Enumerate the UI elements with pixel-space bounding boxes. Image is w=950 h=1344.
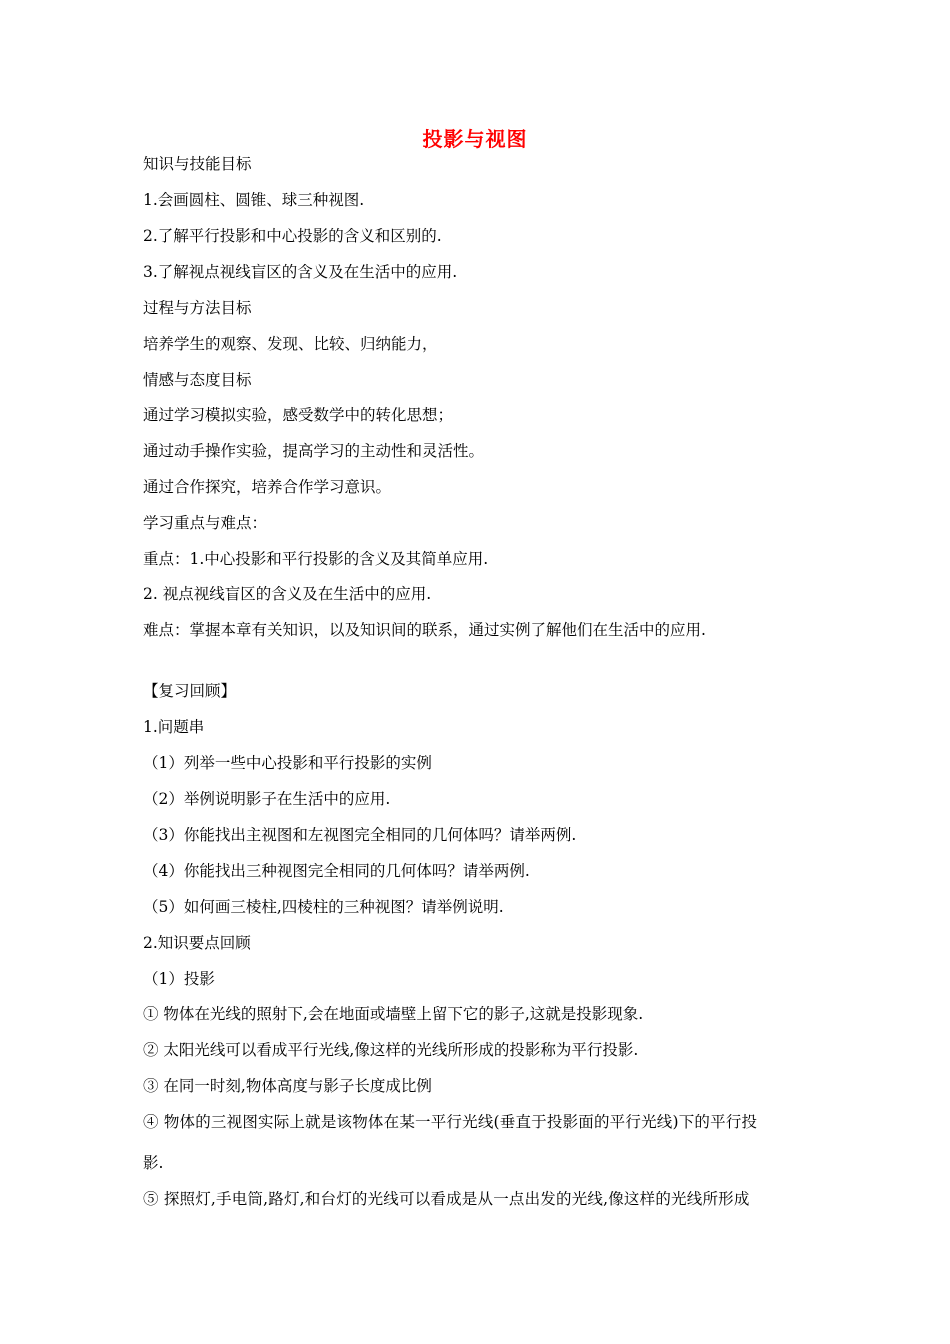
document-title: 投影与视图	[422, 127, 528, 151]
knowledge-point: ③ 在同一时刻,物体高度与影子长度成比例	[143, 1077, 432, 1095]
knowledge-point: ⑤ 探照灯,手电筒,路灯,和台灯的光线可以看成是从一点出发的光线,像这样的光线所形成	[143, 1190, 750, 1208]
section-heading-knowledge-skills: 知识与技能目标	[143, 155, 252, 173]
knowledge-point: ① 物体在光线的照射下,会在地面或墙壁上留下它的影子,这就是投影现象.	[143, 1005, 644, 1023]
section-heading-key-points: 学习重点与难点：	[143, 514, 268, 532]
question-item: （2）举例说明影子在生活中的应用.	[143, 790, 391, 808]
knowledge-point: ④ 物体的三视图实际上就是该物体在某一平行光线(垂直于投影面的平行光线)下的平行投	[143, 1113, 758, 1131]
paragraph-line: 通过合作探究，培养合作学习意识。	[143, 478, 392, 496]
key-point-line: 2. 视点视线盲区的含义及在生活中的应用.	[143, 585, 432, 603]
question-item: （3）你能找出主视图和左视图完全相同的几何体吗？请举两例.	[143, 826, 577, 844]
question-item: （1）列举一些中心投影和平行投影的实例	[143, 754, 432, 772]
paragraph-line: 通过学习模拟实验，感受数学中的转化思想；	[143, 406, 454, 424]
section-heading-emotion-attitude: 情感与态度目标	[143, 371, 252, 389]
knowledge-point: ② 太阳光线可以看成平行光线,像这样的光线所形成的投影称为平行投影.	[143, 1041, 639, 1059]
objective-item: 1.会画圆柱、圆锥、球三种视图.	[143, 191, 365, 209]
difficulty-line: 难点：掌握本章有关知识，以及知识间的联系，通过实例了解他们在生活中的应用.	[143, 621, 706, 639]
question-item: （4）你能找出三种视图完全相同的几何体吗？请举两例.	[143, 862, 530, 880]
paragraph-line: 培养学生的观察、发现、比较、归纳能力，	[143, 335, 438, 353]
subsection-heading-questions: 1.问题串	[143, 718, 205, 736]
paragraph-line: 通过动手操作实验，提高学习的主动性和灵活性。	[143, 442, 485, 460]
objective-item: 2.了解平行投影和中心投影的含义和区别的.	[143, 227, 442, 245]
knowledge-point-continuation: 影.	[143, 1154, 164, 1172]
section-heading-review: 【复习回顾】	[143, 682, 237, 700]
key-point-line: 重点：1.中心投影和平行投影的含义及其简单应用.	[143, 550, 489, 568]
objective-item: 3.了解视点视线盲区的含义及在生活中的应用.	[143, 263, 458, 281]
subsection-heading-projection: （1）投影	[143, 970, 215, 988]
section-heading-process-method: 过程与方法目标	[143, 299, 252, 317]
question-item: （5）如何画三棱柱,四棱柱的三种视图？请举例说明.	[143, 898, 504, 916]
subsection-heading-knowledge-review: 2.知识要点回顾	[143, 934, 251, 952]
